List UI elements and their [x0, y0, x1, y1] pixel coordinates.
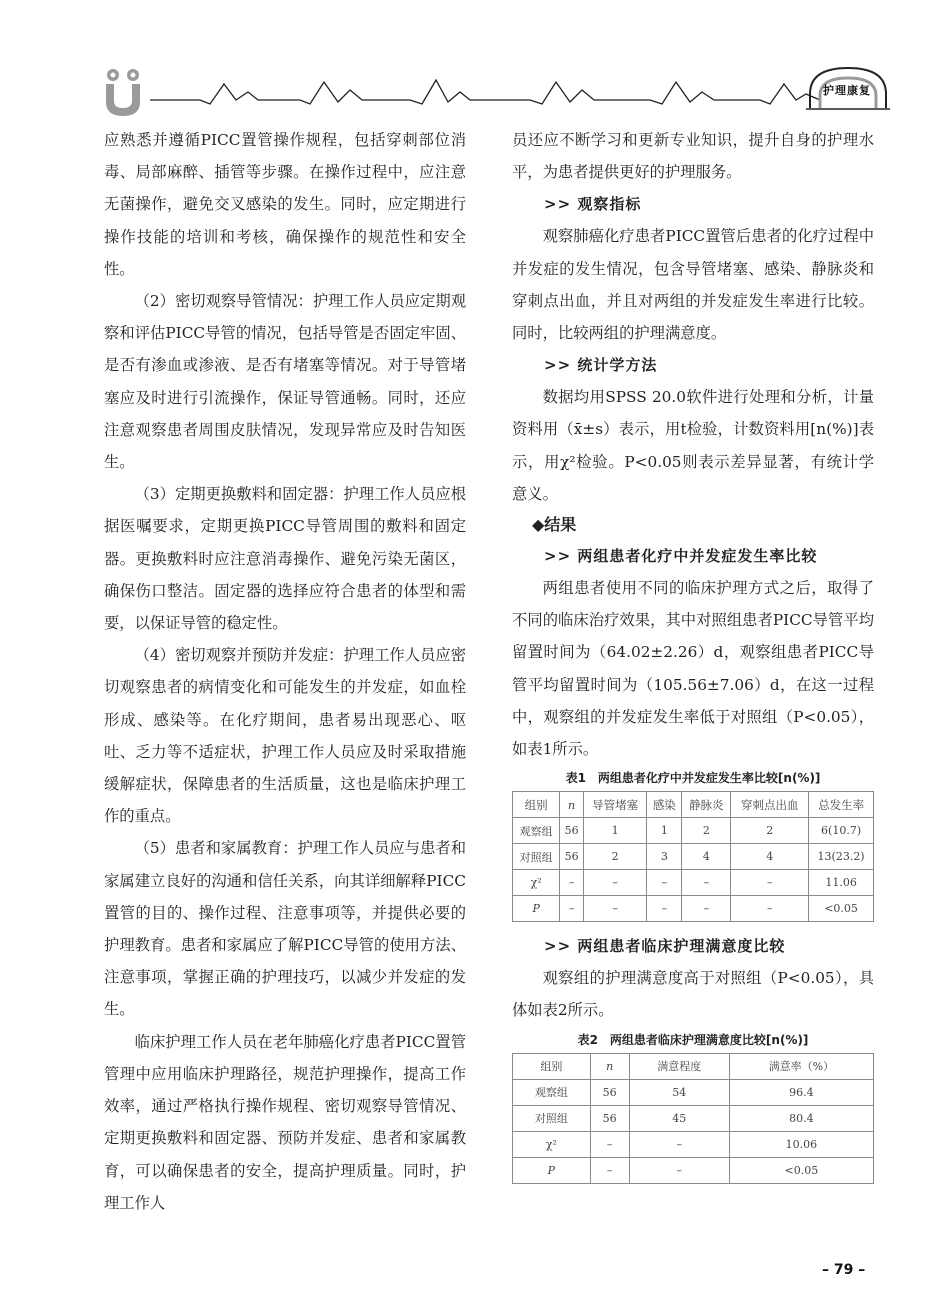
table1 — [512, 791, 874, 922]
table-cell: – — [560, 870, 584, 896]
table-cell: <0.05 — [809, 896, 874, 922]
table2-header-cell: 满意程度 — [629, 1053, 729, 1079]
table-cell: 6(10.7) — [809, 818, 874, 844]
table-cell: 观察组 — [513, 1079, 591, 1105]
table-row — [513, 1157, 874, 1183]
table-cell: 13(23.2) — [809, 844, 874, 870]
table-cell: 11.06 — [809, 870, 874, 896]
table2 — [512, 1053, 874, 1184]
table-cell: 4 — [682, 844, 731, 870]
left-column — [104, 124, 466, 1219]
table2-header-cell: n — [590, 1053, 629, 1079]
section-heading-satisfaction: >> 两组患者临床护理满意度比较 — [544, 937, 786, 956]
section-heading-results: ◆结果 — [532, 515, 577, 535]
table-cell: 2 — [583, 844, 646, 870]
table1-caption: 表1 两组患者化疗中并发症发生率比较[n(%)] — [565, 771, 821, 786]
table-row — [513, 870, 874, 896]
table-cell: – — [583, 870, 646, 896]
table-cell: 56 — [590, 1079, 629, 1105]
left-paragraph-3: （3）定期更换敷料和固定器：护理工作人员应根据医嘱要求，定期更换PICC导管周围的敷料和固定器。更换敷料时应注意消毒操作、避免污染无菌区，确保伤口整洁。固定器的选择应符合患者的体型和需要，以保证导管的稳定性。 — [104, 485, 466, 633]
table1-header-cell: 导管堵塞 — [583, 792, 646, 818]
table-cell: χ² — [513, 870, 560, 896]
table2-header-cell: 满意率（%） — [729, 1053, 873, 1079]
table1-header-cell: 组别 — [513, 792, 560, 818]
table-row — [513, 896, 874, 922]
statistics-paragraph: 数据均用SPSS 20.0软件进行处理和分析，计量资料用（x̄±s）表示，用t检验，计数资料用[n(%)]表示，用χ²检验。P<0.05则表示差异显著，有统计学意义。 — [512, 388, 874, 503]
table-row — [513, 1105, 874, 1131]
table-cell: 80.4 — [729, 1105, 873, 1131]
table-cell: 45 — [629, 1105, 729, 1131]
satisfaction-paragraph: 观察组的护理满意度高于对照组（P<0.05），具体如表2所示。 — [512, 969, 874, 1020]
table-cell: 56 — [560, 844, 584, 870]
table-cell: 56 — [590, 1105, 629, 1131]
left-paragraph-6: 临床护理工作人员在老年肺癌化疗患者PICC置管管理中应用临床护理路径，规范护理操作，提高工作效率，通过严格执行操作规程、密切观察导管情况、定期更换敷料和固定器、预防并发症、患者和家属教育，可以确保患者的安全，提高护理质量。同时，护理工作人 — [104, 1032, 466, 1212]
table-cell: 10.06 — [729, 1131, 873, 1157]
left-paragraph-4: （4）密切观察并预防并发症：护理工作人员应密切观察患者的病情变化和可能发生的并发症，如血栓形成、感染等。在化疗期间，患者易出现恶心、呕吐、乏力等不适症状，护理工作人员应及时采取措施缓解症状，保障患者的生活质量，这也是临床护理工作的重点。 — [104, 646, 466, 826]
table-cell: 96.4 — [729, 1079, 873, 1105]
table-cell: – — [682, 896, 731, 922]
table-cell: P — [513, 1157, 591, 1183]
table1-header-row — [513, 792, 874, 818]
right-paragraph-1: 员还应不断学习和更新专业知识，提升自身的护理水平，为患者提供更好的护理服务。 — [512, 131, 874, 182]
table-cell: 54 — [629, 1079, 729, 1105]
section-heading-complications: >> 两组患者化疗中并发症发生率比较 — [544, 547, 818, 566]
observation-paragraph: 观察肺癌化疗患者PICC置管后患者的化疗过程中并发症的发生情况，包含导管堵塞、感染、静脉炎和穿刺点出血，并且对两组的并发症发生率进行比较。同时，比较两组的护理满意度。 — [512, 227, 874, 343]
table-cell: – — [731, 870, 809, 896]
table-cell: – — [647, 870, 682, 896]
table-cell: 观察组 — [513, 818, 560, 844]
table-cell: – — [583, 896, 646, 922]
table-cell: 4 — [731, 844, 809, 870]
table2-caption: 表2 两组患者临床护理满意度比较[n(%)] — [577, 1032, 809, 1047]
table-cell: 对照组 — [513, 1105, 591, 1131]
right-column — [512, 124, 874, 1184]
table2-header-row — [513, 1053, 874, 1079]
left-paragraph-5: （5）患者和家属教育：护理工作人员应与患者和家属建立良好的沟通和信任关系，向其详细解释PICC置管的目的、操作过程、注意事项等，并提供必要的护理教育。患者和家属应了解PICC导管的使用方法、注意事项，掌握正确的护理技巧，以减少并发症的发生。 — [104, 839, 466, 1019]
table1-header-cell: 总发生率 — [809, 792, 874, 818]
table1-header-cell: n — [560, 792, 584, 818]
table-cell: – — [629, 1157, 729, 1183]
journal-logo-icon — [100, 66, 152, 118]
complications-paragraph: 两组患者使用不同的临床护理方式之后，取得了不同的临床治疗效果，其中对照组患者PICC导管平均留置时间为（64.02±2.26）d，观察组患者PICC导管平均留置时间为（105.56±7.06）d，在这一过程中，观察组的并发症发生率低于对照组（P<0.05），如表1所示。 — [512, 579, 874, 759]
table-cell: – — [560, 896, 584, 922]
table-cell: 2 — [731, 818, 809, 844]
table-cell: – — [731, 896, 809, 922]
page-header — [0, 0, 950, 120]
table-cell: χ² — [513, 1131, 591, 1157]
table-row — [513, 844, 874, 870]
brand-title: 护理康复 — [823, 84, 871, 97]
section-heading-observation: >> 观察指标 — [544, 195, 642, 214]
table-row — [513, 818, 874, 844]
table-cell: 对照组 — [513, 844, 560, 870]
left-paragraph-2: （2）密切观察导管情况：护理工作人员应定期观察和评估PICC导管的情况，包括导管是否固定牢固、是否有渗血或渗液、是否有堵塞等情况。对于导管堵塞应及时进行引流操作，保证导管通畅。同时，还应注意观察患者周围皮肤情况，发现异常应及时告知医生。 — [104, 292, 466, 472]
left-paragraph-1: 应熟悉并遵循PICC置管操作规程，包括穿刺部位消毒、局部麻醉、插管等步骤。在操作过程中，应注意无菌操作，避免交叉感染的发生。同时，应定期进行操作技能的培训和考核，确保操作的规范性和安全性。 — [104, 131, 466, 278]
table2-header-cell: 组别 — [513, 1053, 591, 1079]
table-cell: – — [590, 1131, 629, 1157]
table-cell: – — [647, 896, 682, 922]
table-row — [513, 1131, 874, 1157]
table-cell: – — [629, 1131, 729, 1157]
table-cell: 1 — [583, 818, 646, 844]
table-cell: 1 — [647, 818, 682, 844]
table-row — [513, 1079, 874, 1105]
table1-header-cell: 静脉炎 — [682, 792, 731, 818]
table-cell: 56 — [560, 818, 584, 844]
table-cell: – — [590, 1157, 629, 1183]
table1-header-cell: 感染 — [647, 792, 682, 818]
table-cell: P — [513, 896, 560, 922]
header-zigzag-line — [150, 70, 820, 110]
table-cell: 2 — [682, 818, 731, 844]
table1-header-cell: 穿刺点出血 — [731, 792, 809, 818]
table-cell: – — [682, 870, 731, 896]
section-heading-statistics: >> 统计学方法 — [544, 356, 658, 375]
table-cell: 3 — [647, 844, 682, 870]
page-number: – 79 – — [822, 1262, 866, 1278]
table-cell: <0.05 — [729, 1157, 873, 1183]
